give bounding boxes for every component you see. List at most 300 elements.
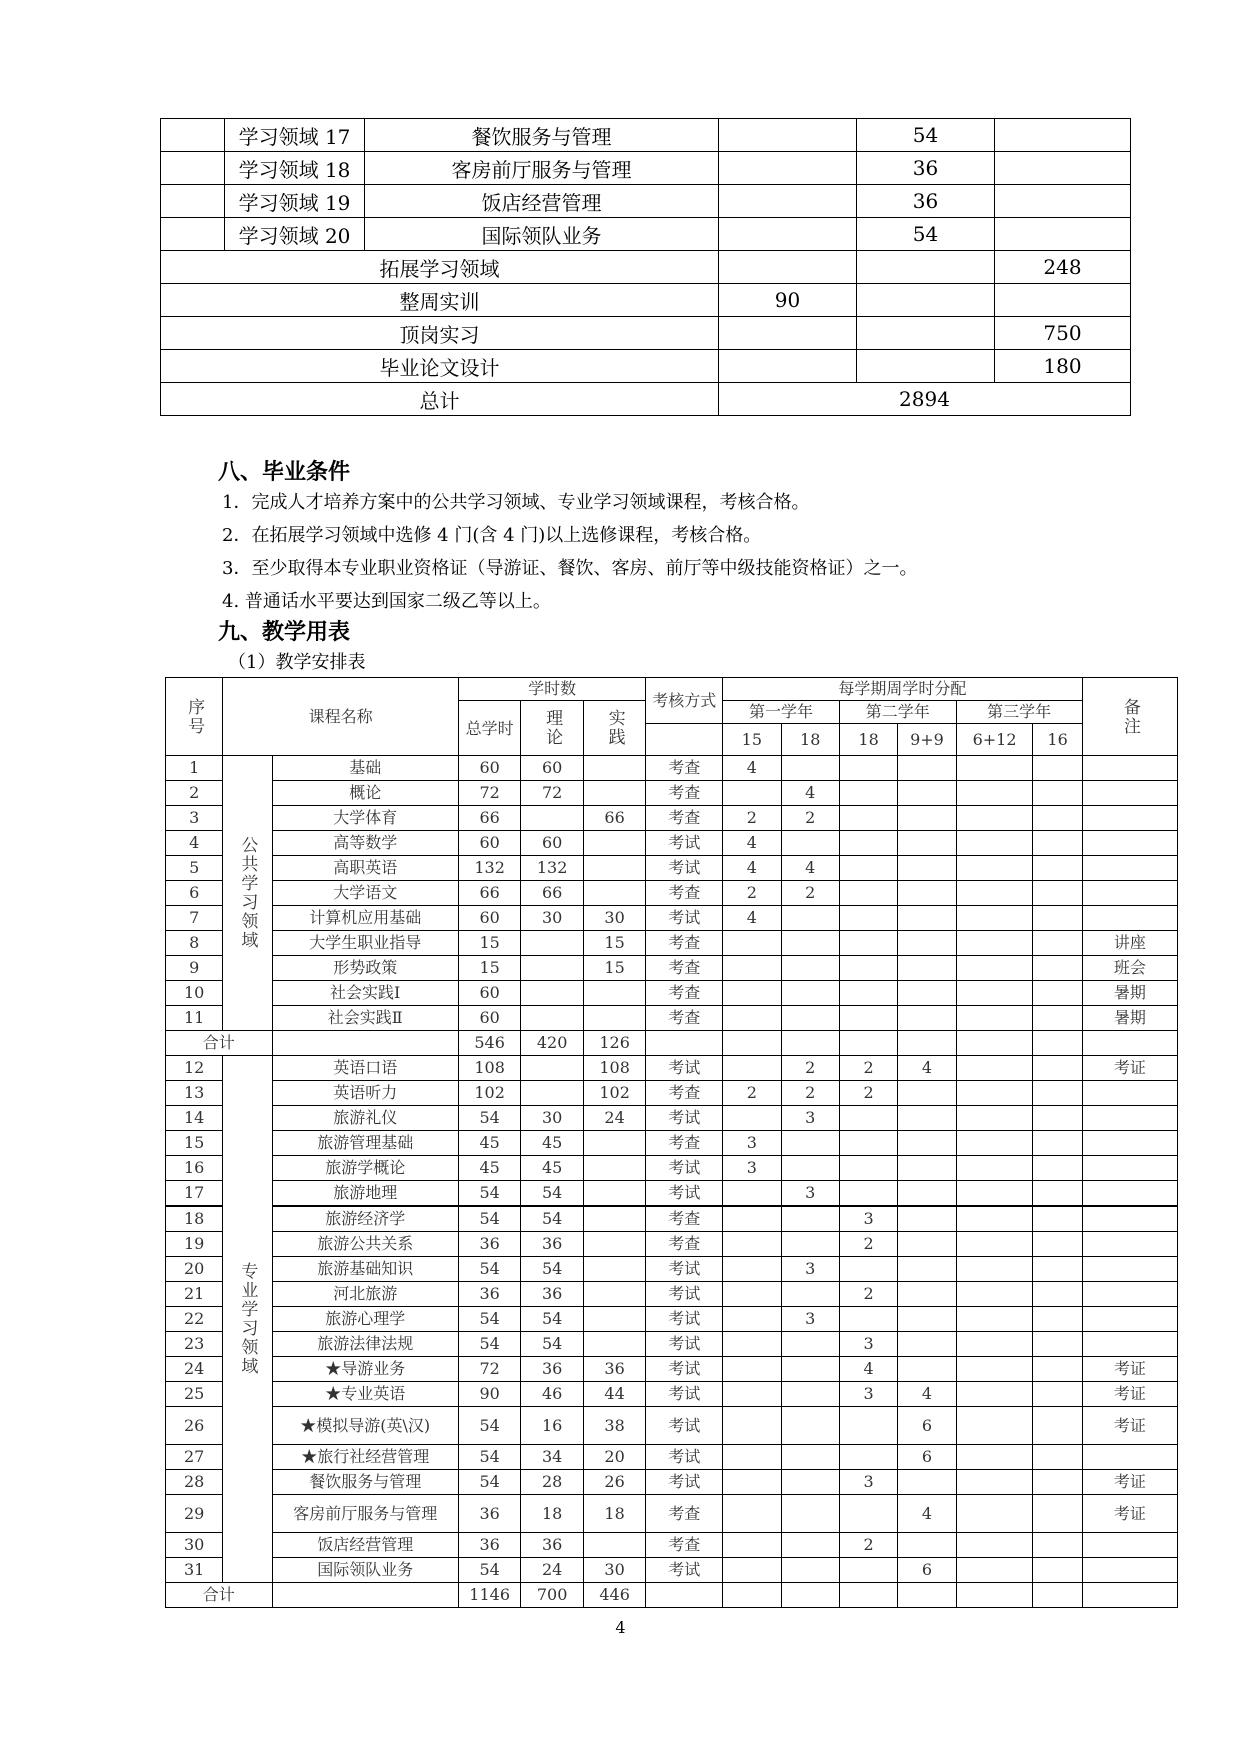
table-row xyxy=(161,152,1131,185)
practice-hours-cell: 15 xyxy=(583,956,646,981)
week-hours-cell: 2 xyxy=(839,1056,897,1081)
area-cell: 学习领域 17 xyxy=(225,119,365,152)
practice-hours-cell: 108 xyxy=(583,1056,646,1081)
week-hours-cell xyxy=(956,1081,1033,1106)
week-hours-cell xyxy=(1033,1357,1082,1382)
sum-empty xyxy=(1082,1583,1177,1608)
week-hours-cell xyxy=(781,981,839,1006)
theory-hours-cell: 45 xyxy=(521,1156,583,1181)
course-name-cell: 计算机应用基础 xyxy=(272,906,458,931)
seq-cell: 31 xyxy=(166,1558,223,1583)
condition-1: 1．完成人才培养方案中的公共学习领域、专业学习领域课程，考核合格。 xyxy=(222,492,810,513)
note-cell xyxy=(1082,1206,1177,1232)
course-name-cell: 大学生职业指导 xyxy=(272,931,458,956)
theory-hours-cell: 54 xyxy=(521,1181,583,1207)
note-cell xyxy=(1082,831,1177,856)
note-cell xyxy=(1082,1445,1177,1470)
course-name-cell: 社会实践Ⅱ xyxy=(272,1006,458,1031)
area-cell: 学习领域 19 xyxy=(225,185,365,218)
week-hours-cell: 4 xyxy=(781,856,839,881)
week-hours-cell xyxy=(723,1307,781,1332)
value-cell: 180 xyxy=(995,350,1131,383)
week-hours-cell xyxy=(898,831,956,856)
table-row xyxy=(166,981,1178,1006)
week-hours-cell xyxy=(781,1332,839,1357)
table-row xyxy=(166,881,1178,906)
exam-cell: 考查 xyxy=(646,756,723,781)
table-row xyxy=(161,119,1131,152)
total-hours-cell: 72 xyxy=(458,781,520,806)
total-hours-cell: 36 xyxy=(458,1533,520,1558)
total-hours-cell: 54 xyxy=(458,1470,520,1495)
week-hours-cell xyxy=(839,1181,897,1207)
total-row xyxy=(161,383,1131,416)
total-hours-cell: 54 xyxy=(458,1181,520,1207)
theory-hours-cell xyxy=(521,1006,583,1031)
thesis-row xyxy=(161,350,1131,383)
total-hours-cell: 54 xyxy=(458,1307,520,1332)
table-row xyxy=(166,1533,1178,1558)
week-hours-cell: 2 xyxy=(723,1081,781,1106)
table-row xyxy=(166,1445,1178,1470)
seq-cell: 7 xyxy=(166,906,223,931)
week-hours-cell xyxy=(839,781,897,806)
seq-cell: 18 xyxy=(166,1206,223,1232)
practice-hours-cell: 36 xyxy=(583,1357,646,1382)
theory-hours-cell: 16 xyxy=(521,1407,583,1445)
week-hours-cell xyxy=(956,1181,1033,1207)
sum-empty xyxy=(646,1031,723,1056)
week-hours-cell xyxy=(956,1006,1033,1031)
practice-hours-cell: 38 xyxy=(583,1407,646,1445)
theory-hours-cell: 36 xyxy=(521,1533,583,1558)
note-cell: 暑期 xyxy=(1082,1006,1177,1031)
practice-hours-cell xyxy=(583,1006,646,1031)
week-hours-cell xyxy=(781,931,839,956)
header-theory: 理论 xyxy=(521,701,583,756)
value-cell: 750 xyxy=(995,317,1131,350)
header-week-3: 18 xyxy=(839,724,897,756)
week-hours-cell xyxy=(781,1382,839,1407)
week-hours-cell xyxy=(898,1332,956,1357)
week-hours-cell xyxy=(898,1006,956,1031)
week-hours-cell xyxy=(898,1156,956,1181)
week-hours-cell xyxy=(723,931,781,956)
week-hours-cell xyxy=(956,1495,1033,1533)
value-cell xyxy=(857,251,995,284)
table-row xyxy=(166,1307,1178,1332)
week-hours-cell: 2 xyxy=(839,1081,897,1106)
course-cell: 饭店经营管理 xyxy=(365,185,719,218)
value-cell xyxy=(719,152,857,185)
total-hours-cell: 108 xyxy=(458,1056,520,1081)
header-note: 备注 xyxy=(1082,678,1177,756)
total-hours-cell: 54 xyxy=(458,1558,520,1583)
course-name-cell: 社会实践Ⅰ xyxy=(272,981,458,1006)
week-hours-cell xyxy=(956,1131,1033,1156)
seq-cell: 6 xyxy=(166,881,223,906)
week-hours-cell xyxy=(898,856,956,881)
week-hours-cell: 2 xyxy=(781,1056,839,1081)
practice-hours-cell: 30 xyxy=(583,906,646,931)
seq-cell: 23 xyxy=(166,1332,223,1357)
note-cell xyxy=(1082,806,1177,831)
total-hours-cell: 60 xyxy=(458,1006,520,1031)
week-hours-cell xyxy=(781,956,839,981)
week-hours-cell: 2 xyxy=(723,881,781,906)
course-name-cell: 旅游学概论 xyxy=(272,1156,458,1181)
week-hours-cell: 3 xyxy=(839,1332,897,1357)
course-name-cell: 旅游地理 xyxy=(272,1181,458,1207)
week-hours-cell xyxy=(723,956,781,981)
theory-hours-cell xyxy=(521,956,583,981)
exam-cell: 考试 xyxy=(646,831,723,856)
seq-cell: 4 xyxy=(166,831,223,856)
header-total: 总学时 xyxy=(458,701,520,756)
value-cell xyxy=(995,119,1131,152)
table-row xyxy=(166,781,1178,806)
week-hours-cell xyxy=(781,1533,839,1558)
week-hours-cell xyxy=(781,1470,839,1495)
theory-hours-cell: 28 xyxy=(521,1470,583,1495)
header-week-4: 9+9 xyxy=(898,724,956,756)
course-name-cell: 旅游管理基础 xyxy=(272,1131,458,1156)
week-hours-cell xyxy=(723,1206,781,1232)
seq-cell: 26 xyxy=(166,1407,223,1445)
week-hours-cell xyxy=(956,781,1033,806)
week-hours-cell xyxy=(723,1332,781,1357)
course-name-cell: 饭店经营管理 xyxy=(272,1533,458,1558)
week-hours-cell: 6 xyxy=(898,1407,956,1445)
table-row xyxy=(166,906,1178,931)
total-hours-cell: 36 xyxy=(458,1282,520,1307)
note-cell xyxy=(1082,1332,1177,1357)
course-cell: 餐饮服务与管理 xyxy=(365,119,719,152)
week-hours-cell xyxy=(956,1382,1033,1407)
practice-hours-cell: 20 xyxy=(583,1445,646,1470)
exam-cell: 考试 xyxy=(646,856,723,881)
week-hours-cell: 2 xyxy=(723,806,781,831)
week-hours-cell xyxy=(1033,1206,1082,1232)
note-cell xyxy=(1082,1106,1177,1131)
seq-cell: 24 xyxy=(166,1357,223,1382)
week-hours-cell xyxy=(839,981,897,1006)
week-hours-cell xyxy=(839,806,897,831)
week-hours-cell xyxy=(1033,1181,1082,1207)
exam-cell: 考试 xyxy=(646,1558,723,1583)
sum-label: 合计 xyxy=(166,1583,273,1608)
week-hours-cell: 4 xyxy=(723,756,781,781)
week-hours-cell xyxy=(898,1307,956,1332)
course-name-cell: 大学语文 xyxy=(272,881,458,906)
week-hours-cell xyxy=(839,1257,897,1282)
week-hours-cell xyxy=(1033,1006,1082,1031)
total-hours-cell: 72 xyxy=(458,1357,520,1382)
week-hours-cell: 6 xyxy=(898,1445,956,1470)
practice-hours-cell xyxy=(583,1282,646,1307)
note-cell: 考证 xyxy=(1082,1407,1177,1445)
note-cell xyxy=(1082,1257,1177,1282)
week-hours-cell: 4 xyxy=(898,1382,956,1407)
week-hours-cell xyxy=(956,1106,1033,1131)
seq-cell: 1 xyxy=(166,756,223,781)
sum-empty xyxy=(956,1031,1033,1056)
week-hours-cell: 4 xyxy=(839,1357,897,1382)
week-hours-cell xyxy=(1033,806,1082,831)
theory-hours-cell: 36 xyxy=(521,1282,583,1307)
sum-theory: 420 xyxy=(521,1031,583,1056)
table-row xyxy=(166,1056,1178,1081)
week-hours-cell xyxy=(1033,1407,1082,1445)
week-hours-cell xyxy=(839,931,897,956)
week-hours-cell xyxy=(1033,906,1082,931)
course-name-cell: 客房前厅服务与管理 xyxy=(272,1495,458,1533)
value-cell: 36 xyxy=(857,185,995,218)
header-dist: 每学期周学时分配 xyxy=(723,678,1082,701)
week-hours-cell xyxy=(1033,1232,1082,1257)
sum-practice: 446 xyxy=(583,1583,646,1608)
total-hours-cell: 54 xyxy=(458,1407,520,1445)
table-row xyxy=(166,1131,1178,1156)
total-hours-cell: 60 xyxy=(458,831,520,856)
week-hours-cell: 3 xyxy=(781,1307,839,1332)
course-name-cell: 高职英语 xyxy=(272,856,458,881)
sum-total: 546 xyxy=(458,1031,520,1056)
week-hours-cell xyxy=(839,956,897,981)
sum-practice: 126 xyxy=(583,1031,646,1056)
section-8-title: 八、毕业条件 xyxy=(218,460,351,485)
row-label: 拓展学习领域 xyxy=(161,251,719,284)
week-hours-cell xyxy=(1033,1533,1082,1558)
theory-hours-cell: 24 xyxy=(521,1558,583,1583)
note-cell: 考证 xyxy=(1082,1382,1177,1407)
course-name-cell: 旅游法律法规 xyxy=(272,1332,458,1357)
condition-4: 4. 普通话水平要达到国家二级乙等以上。 xyxy=(222,591,551,612)
page-number: 4 xyxy=(615,1618,626,1637)
theory-hours-cell: 46 xyxy=(521,1382,583,1407)
theory-hours-cell xyxy=(521,1056,583,1081)
week-hours-cell xyxy=(1033,881,1082,906)
theory-hours-cell xyxy=(521,806,583,831)
table-row xyxy=(166,1282,1178,1307)
note-cell xyxy=(1082,906,1177,931)
course-cell: 国际领队业务 xyxy=(365,218,719,251)
week-hours-cell xyxy=(1033,931,1082,956)
header-exam-spacer xyxy=(646,724,723,756)
sum-empty xyxy=(272,1583,458,1608)
course-name-cell: 旅游经济学 xyxy=(272,1206,458,1232)
week-hours-cell xyxy=(898,1181,956,1207)
seq-cell: 19 xyxy=(166,1232,223,1257)
course-name-cell: 基础 xyxy=(272,756,458,781)
sum-empty xyxy=(839,1583,897,1608)
week-hours-cell xyxy=(1033,781,1082,806)
sum-theory: 700 xyxy=(521,1583,583,1608)
practice-hours-cell: 102 xyxy=(583,1081,646,1106)
course-name-cell: 旅游礼仪 xyxy=(272,1106,458,1131)
table-row xyxy=(161,185,1131,218)
note-cell xyxy=(1082,1181,1177,1207)
note-cell: 班会 xyxy=(1082,956,1177,981)
row-label: 总计 xyxy=(161,383,719,416)
value-cell xyxy=(995,152,1131,185)
week-hours-cell xyxy=(898,981,956,1006)
week-hours-cell xyxy=(956,1407,1033,1445)
table-row xyxy=(166,1206,1178,1232)
group-label: 专业学习领域 xyxy=(223,1056,272,1583)
week-hours-cell xyxy=(898,881,956,906)
value-cell xyxy=(995,284,1131,317)
week-hours-cell xyxy=(956,1232,1033,1257)
week-hours-cell: 4 xyxy=(723,856,781,881)
seq-cell: 20 xyxy=(166,1257,223,1282)
seq-cell: 15 xyxy=(166,1131,223,1156)
note-cell xyxy=(1082,881,1177,906)
condition-3: 3．至少取得本专业职业资格证（导游证、餐饮、客房、前厅等中级技能资格证）之一。 xyxy=(222,558,918,579)
seq-cell: 9 xyxy=(166,956,223,981)
header-year1: 第一学年 xyxy=(723,701,840,724)
exam-cell: 考查 xyxy=(646,931,723,956)
seq-cell: 30 xyxy=(166,1533,223,1558)
value-cell xyxy=(719,185,857,218)
total-hours-cell: 15 xyxy=(458,956,520,981)
note-cell: 考证 xyxy=(1082,1357,1177,1382)
exam-cell: 考试 xyxy=(646,1307,723,1332)
sum-empty xyxy=(646,1583,723,1608)
course-name-cell: ★模拟导游(英\汉) xyxy=(272,1407,458,1445)
week-hours-cell xyxy=(956,1445,1033,1470)
table-row xyxy=(166,1558,1178,1583)
total-hours-cell: 132 xyxy=(458,856,520,881)
seq-cell: 5 xyxy=(166,856,223,881)
total-hours-cell: 60 xyxy=(458,906,520,931)
table-row xyxy=(166,1332,1178,1357)
note-cell xyxy=(1082,756,1177,781)
course-name-cell: 高等数学 xyxy=(272,831,458,856)
exam-cell: 考查 xyxy=(646,1081,723,1106)
total-hours-cell: 54 xyxy=(458,1445,520,1470)
note-cell: 考证 xyxy=(1082,1470,1177,1495)
indent-cell xyxy=(161,185,225,218)
exam-cell: 考试 xyxy=(646,1382,723,1407)
theory-hours-cell: 54 xyxy=(521,1307,583,1332)
table-row xyxy=(166,1470,1178,1495)
note-cell xyxy=(1082,1307,1177,1332)
header-week-2: 18 xyxy=(781,724,839,756)
note-cell xyxy=(1082,1558,1177,1583)
practice-hours-cell xyxy=(583,756,646,781)
theory-hours-cell: 36 xyxy=(521,1232,583,1257)
table-row xyxy=(166,1232,1178,1257)
week-hours-cell: 3 xyxy=(723,1156,781,1181)
week-hours-cell xyxy=(898,1257,956,1282)
week-hours-cell xyxy=(781,831,839,856)
note-cell: 讲座 xyxy=(1082,931,1177,956)
week-hours-cell xyxy=(898,781,956,806)
week-hours-cell xyxy=(898,756,956,781)
header-exam: 考核方式 xyxy=(646,678,723,724)
seq-cell: 28 xyxy=(166,1470,223,1495)
week-hours-cell xyxy=(723,1006,781,1031)
week-hours-cell xyxy=(956,906,1033,931)
week-hours-cell: 4 xyxy=(898,1056,956,1081)
table-row xyxy=(166,1495,1178,1533)
week-hours-cell xyxy=(839,881,897,906)
total-hours-cell: 15 xyxy=(458,931,520,956)
practice-hours-cell: 18 xyxy=(583,1495,646,1533)
week-hours-cell xyxy=(1033,1257,1082,1282)
value-cell: 36 xyxy=(857,152,995,185)
week-hours-cell: 6 xyxy=(898,1558,956,1583)
value-cell: 54 xyxy=(857,218,995,251)
table-row xyxy=(166,1257,1178,1282)
area-cell: 学习领域 20 xyxy=(225,218,365,251)
indent-cell xyxy=(161,119,225,152)
note-cell: 考证 xyxy=(1082,1056,1177,1081)
practice-hours-cell xyxy=(583,856,646,881)
table-row xyxy=(166,756,1178,781)
week-hours-cell xyxy=(723,1407,781,1445)
week-hours-cell xyxy=(1033,1307,1082,1332)
exam-cell: 考查 xyxy=(646,981,723,1006)
row-label: 整周实训 xyxy=(161,284,719,317)
theory-hours-cell: 30 xyxy=(521,1106,583,1131)
practice-hours-cell xyxy=(583,831,646,856)
sum-empty xyxy=(956,1583,1033,1608)
week-hours-cell: 3 xyxy=(839,1382,897,1407)
week-hours-cell xyxy=(956,1282,1033,1307)
total-hours-cell: 54 xyxy=(458,1257,520,1282)
note-cell: 暑期 xyxy=(1082,981,1177,1006)
week-hours-cell: 3 xyxy=(723,1131,781,1156)
row-label: 顶岗实习 xyxy=(161,317,719,350)
week-hours-cell xyxy=(956,831,1033,856)
week-hours-cell xyxy=(898,1206,956,1232)
total-hours-cell: 102 xyxy=(458,1081,520,1106)
seq-cell: 2 xyxy=(166,781,223,806)
theory-hours-cell: 18 xyxy=(521,1495,583,1533)
exam-cell: 考查 xyxy=(646,1232,723,1257)
week-hours-cell xyxy=(898,1357,956,1382)
table-row xyxy=(166,1357,1178,1382)
seq-cell: 29 xyxy=(166,1495,223,1533)
note-cell xyxy=(1082,1081,1177,1106)
note-cell: 考证 xyxy=(1082,1495,1177,1533)
exam-cell: 考查 xyxy=(646,1206,723,1232)
course-name-cell: ★旅行社经营管理 xyxy=(272,1445,458,1470)
table-row xyxy=(161,218,1131,251)
course-name-cell: 餐饮服务与管理 xyxy=(272,1470,458,1495)
week-hours-cell xyxy=(1033,1495,1082,1533)
week-hours-cell xyxy=(781,756,839,781)
course-name-cell: 英语口语 xyxy=(272,1056,458,1081)
header-seq: 序号 xyxy=(166,678,223,756)
practice-hours-cell xyxy=(583,981,646,1006)
exam-cell: 考试 xyxy=(646,1056,723,1081)
exam-cell: 考试 xyxy=(646,1470,723,1495)
value-cell xyxy=(719,119,857,152)
practice-hours-cell xyxy=(583,881,646,906)
week-hours-cell: 3 xyxy=(781,1106,839,1131)
exam-cell: 考试 xyxy=(646,1407,723,1445)
week-hours-cell xyxy=(1033,1081,1082,1106)
sum-empty xyxy=(1082,1031,1177,1056)
sum-empty xyxy=(1033,1583,1082,1608)
week-hours-cell xyxy=(956,756,1033,781)
value-cell xyxy=(995,185,1131,218)
area-cell: 学习领域 18 xyxy=(225,152,365,185)
total-hours-cell: 66 xyxy=(458,806,520,831)
